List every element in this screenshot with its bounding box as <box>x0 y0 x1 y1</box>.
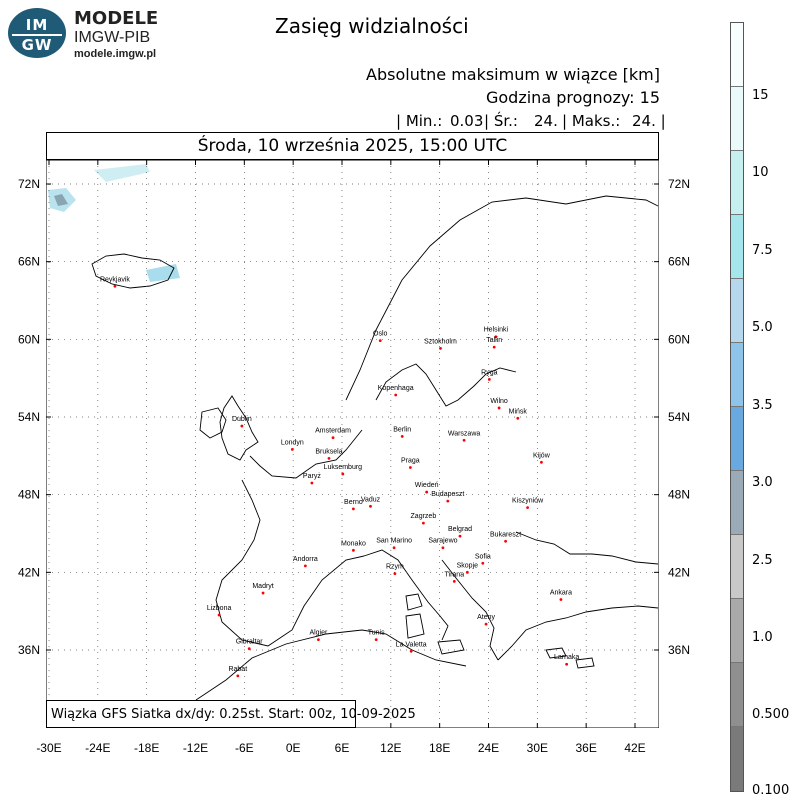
lon-tick-label: 36E <box>575 741 597 755</box>
lat-tick-label-right: 36N <box>668 643 691 657</box>
lon-tick-label: -24E <box>85 741 111 755</box>
model-info-footer: Wiązka GFS Siatka dx/dy: 0.25st. Start: 00z, 10-09-2025 <box>46 700 356 728</box>
city-label: Bukareszt <box>490 531 522 539</box>
lat-tick-label-left: 66N <box>17 254 40 269</box>
city-label: Bruksela <box>315 448 343 456</box>
legend-label: 10 <box>752 165 769 180</box>
city-label: Skopje <box>456 562 479 570</box>
city-label: Amsterdam <box>315 427 351 435</box>
legend-label: 3.0 <box>752 475 773 490</box>
legend-color-segment <box>731 279 743 343</box>
lon-tick-label: -6E <box>234 741 254 755</box>
lon-tick-label: 42E <box>624 741 646 755</box>
city-label: Tunis <box>367 629 385 637</box>
legend-label: 0.500 <box>752 707 790 722</box>
brand-name: MODELE <box>74 8 159 29</box>
stats-avg-label: | Śr.: <box>484 112 518 130</box>
lon-tick-label: 30E <box>526 741 549 755</box>
legend-color-segment <box>731 535 743 599</box>
city-label: San Marino <box>376 537 412 545</box>
city-label: Paryż <box>302 473 321 481</box>
city-label: Sofia <box>474 553 491 561</box>
city-label: Lizbona <box>206 605 232 613</box>
city-label: Sztokholm <box>424 338 457 346</box>
city-label: Gibraltar <box>235 638 263 646</box>
lat-tick-label-right: 42N <box>668 565 691 580</box>
lat-tick-label-left: 54N <box>17 410 40 424</box>
date-header: Środa, 10 września 2025, 15:00 UTC <box>46 132 659 160</box>
lat-tick-label-right: 54N <box>668 410 691 424</box>
lat-tick-label-right: 66N <box>668 254 691 269</box>
city-label: Tallin <box>486 337 503 345</box>
city-label: Wilno <box>490 397 508 405</box>
lat-tick-label-left: 60N <box>17 332 40 347</box>
city-label: Algier <box>309 629 328 637</box>
lon-tick-label: 24E <box>477 741 500 755</box>
city-label: Kopenhaga <box>377 384 414 392</box>
subtitle-quantity: Absolutne maksimum w wiązce [km] <box>366 65 660 84</box>
legend-label: 7.5 <box>752 243 773 258</box>
city-label: Londyn <box>280 439 304 447</box>
lon-tick-label: -30E <box>36 741 62 755</box>
legend-color-segment <box>731 23 743 87</box>
city-label: Reykjavik <box>99 276 130 284</box>
lat-tick-label-right: 72N <box>668 177 691 191</box>
city-label: Dublin <box>231 416 252 424</box>
city-label: Ateny <box>477 614 496 622</box>
city-label: Luksemburg <box>323 463 363 471</box>
lon-tick-label: 12E <box>380 741 402 755</box>
legend-label: 0.100 <box>752 783 790 798</box>
lon-tick-label: -18E <box>133 741 160 755</box>
city-label: Helsinki <box>483 326 509 334</box>
legend-color-segment <box>731 599 743 663</box>
city-label: Wiedeń <box>414 482 439 490</box>
legend-color-segment <box>731 215 743 279</box>
lat-tick-label-right: 60N <box>668 332 691 347</box>
lat-tick-label-left: 48N <box>17 487 40 502</box>
city-label: Kijów <box>533 452 550 460</box>
lat-tick-label-left: 72N <box>17 177 40 191</box>
city-label: La Valetta <box>395 641 427 649</box>
stats-avg-value: 24. <box>534 112 558 130</box>
logo-bottom-text: GW <box>21 36 53 54</box>
city-label: Praga <box>401 457 420 465</box>
city-label: Mińsk <box>508 408 527 416</box>
city-label: Rzym <box>385 563 404 571</box>
lat-tick-label-left: 42N <box>17 565 40 580</box>
city-label: Tirana <box>444 571 465 579</box>
legend-color-segment <box>731 727 743 791</box>
brand-org: IMGW-PIB <box>74 29 151 46</box>
city-label: Ryga <box>481 369 498 377</box>
legend-color-segment <box>731 343 743 407</box>
city-label: Belgrad <box>447 526 473 534</box>
city-label: Larnaka <box>553 654 580 662</box>
legend-color-segment <box>731 87 743 151</box>
city-label: Budapeszt <box>431 491 465 499</box>
color-legend <box>730 22 744 792</box>
city-label: Monako <box>340 540 366 548</box>
city-label: Madryt <box>252 583 274 591</box>
legend-color-segment <box>731 663 743 727</box>
legend-color-segment <box>731 471 743 535</box>
legend-label: 1.0 <box>752 630 773 645</box>
lon-tick-label: 6E <box>334 741 350 755</box>
subtitle-forecast-hour: Godzina prognozy: 15 <box>485 88 660 107</box>
city-label: Vaduz <box>360 496 381 504</box>
legend-label: 2.5 <box>752 553 773 568</box>
city-label: Zagrzeb <box>410 513 437 521</box>
city-label: Berno <box>344 498 363 506</box>
brand-url: modele.imgw.pl <box>74 48 157 60</box>
lon-tick-label: 18E <box>428 741 451 755</box>
lat-tick-label-right: 48N <box>668 487 691 502</box>
stats-min-value: 0.03 <box>450 112 484 130</box>
lon-tick-label: 0E <box>285 741 301 755</box>
stats-max-label: | Maks.: <box>562 112 621 130</box>
lat-tick-label-left: 36N <box>17 643 40 657</box>
city-label: Sarajewo <box>428 537 458 545</box>
lon-tick-label: -12E <box>182 741 209 755</box>
stats-max-value: 24. | <box>632 112 666 130</box>
legend-color-segment <box>731 407 743 471</box>
stats-min-label: | Min.: <box>396 112 443 130</box>
city-label: Oslo <box>373 330 388 338</box>
city-label: Rabat <box>228 665 248 673</box>
city-label: Andorra <box>292 555 318 563</box>
logo-top-text: IM <box>25 16 49 34</box>
legend-label: 15 <box>752 88 769 103</box>
page-title: Zasięg widzialności <box>275 14 469 38</box>
city-label: Warszawa <box>447 430 481 438</box>
legend-label: 3.5 <box>752 398 773 413</box>
city-label: Ankara <box>549 589 573 597</box>
city-label: Berlin <box>393 426 412 434</box>
legend-label: 5.0 <box>752 320 773 335</box>
city-label: Kiszyniów <box>512 497 544 505</box>
legend-color-segment <box>731 151 743 215</box>
